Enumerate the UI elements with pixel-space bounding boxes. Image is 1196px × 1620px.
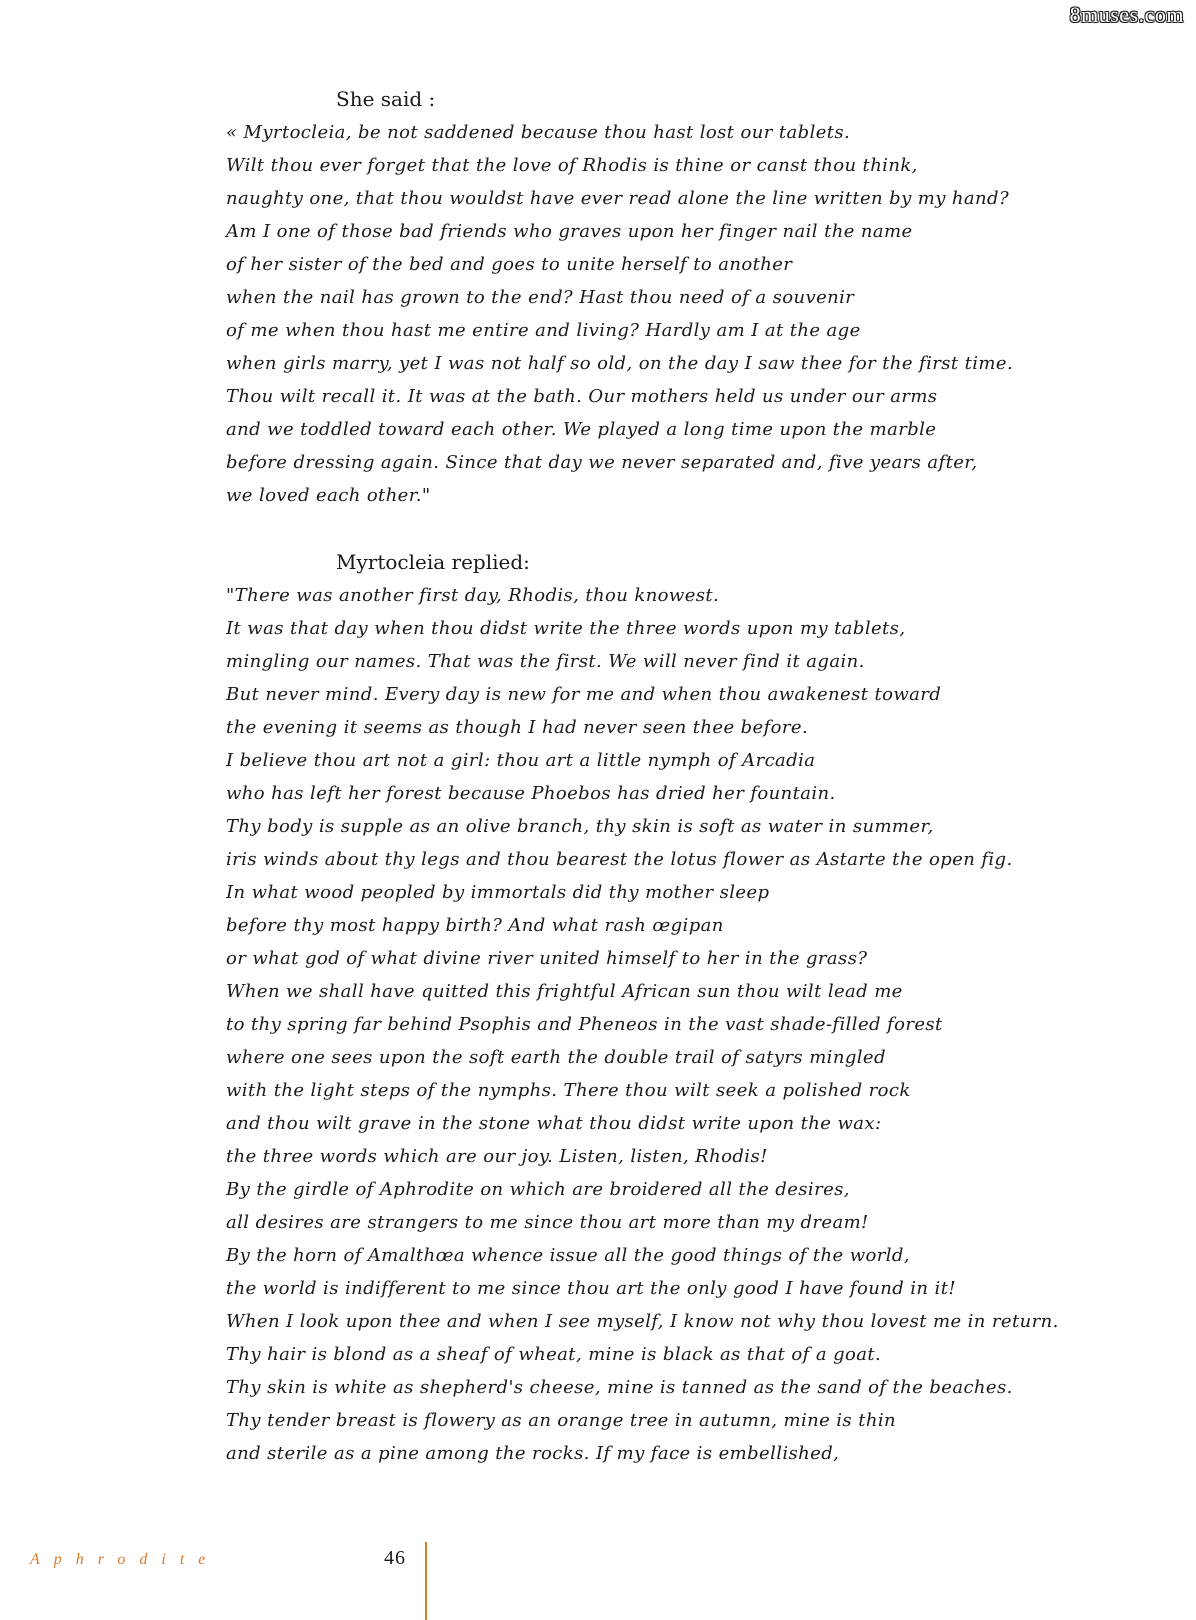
text-line: where one sees upon the soft earth the double trail of satyrs mingled	[226, 1047, 886, 1068]
text-line: and we toddled toward each other. We played a long time upon the marble	[226, 419, 937, 440]
text-line: the three words which are our joy. Listen, listen, Rhodis!	[226, 1146, 768, 1167]
text-line: who has left her forest because Phoebos has dried her fountain.	[226, 783, 836, 804]
text-line: iris winds about thy legs and thou bearest the lotus flower as Astarte the open fig.	[226, 849, 1013, 870]
text-line: When I look upon thee and when I see myself, I know not why thou lovest me in return.	[226, 1311, 1059, 1332]
text-line: By the girdle of Aphrodite on which are broidered all the desires,	[226, 1179, 850, 1200]
text-line: and sterile as a pine among the rocks. If my face is embellished,	[226, 1443, 840, 1464]
watermark: 8muses.com	[1069, 2, 1184, 27]
text-line: Thy skin is white as shepherd's cheese, mine is tanned as the sand of the beaches.	[226, 1377, 1013, 1398]
speaker-heading: She said :	[336, 87, 436, 111]
text-line: Thy body is supple as an olive branch, thy skin is soft as water in summer,	[226, 816, 934, 837]
text-line: When we shall have quitted this frightful African sun thou wilt lead me	[226, 981, 903, 1002]
text-line: of her sister of the bed and goes to unite herself to another	[226, 254, 793, 275]
text-line: naughty one, that thou wouldst have ever read alone the line written by my hand?	[226, 188, 1010, 209]
text-line: before thy most happy birth? And what rash œgipan	[226, 915, 724, 936]
text-line: the evening it seems as though I had never seen thee before.	[226, 717, 809, 738]
footer-divider	[425, 1542, 427, 1620]
text-line: the world is indifferent to me since thou art the only good I have found in it!	[226, 1278, 956, 1299]
text-line: before dressing again. Since that day we never separated and, five years after,	[226, 452, 978, 473]
text-line: By the horn of Amalthœa whence issue all the good things of the world,	[226, 1245, 910, 1266]
text-line: and thou wilt grave in the stone what thou didst write upon the wax:	[226, 1113, 882, 1134]
text-line: Thy hair is blond as a sheaf of wheat, mine is black as that of a goat.	[226, 1344, 882, 1365]
page-number: 46	[384, 1547, 406, 1569]
text-line: It was that day when thou didst write the three words upon my tablets,	[226, 618, 906, 639]
text-line: to thy spring far behind Psophis and Pheneos in the vast shade-filled forest	[226, 1014, 943, 1035]
text-line: of me when thou hast me entire and living? Hardly am I at the age	[226, 320, 861, 341]
text-line: I believe thou art not a girl: thou art a little nymph of Arcadia	[226, 750, 816, 771]
text-line: or what god of what divine river united himself to her in the grass?	[226, 948, 868, 969]
text-line: In what wood peopled by immortals did thy mother sleep	[226, 882, 770, 903]
text-line: Thy tender breast is flowery as an orange tree in autumn, mine is thin	[226, 1410, 896, 1431]
text-line: with the light steps of the nymphs. There thou wilt seek a polished rock	[226, 1080, 911, 1101]
text-line: Am I one of those bad friends who graves upon her finger nail the name	[226, 221, 913, 242]
text-line: « Myrtocleia, be not saddened because thou hast lost our tablets.	[226, 122, 851, 143]
text-line: when girls marry, yet I was not half so old, on the day I saw thee for the first time.	[226, 353, 1014, 374]
text-line: "There was another first day, Rhodis, thou knowest.	[226, 585, 720, 606]
text-line: Wilt thou ever forget that the love of Rhodis is thine or canst thou think,	[226, 155, 918, 176]
footer-book-title: Aphrodite	[30, 1551, 220, 1568]
text-line: But never mind. Every day is new for me and when thou awakenest toward	[226, 684, 942, 705]
text-line: all desires are strangers to me since thou art more than my dream!	[226, 1212, 869, 1233]
text-line: Thou wilt recall it. It was at the bath. Our mothers held us under our arms	[226, 386, 938, 407]
text-line: mingling our names. That was the first. We will never find it again.	[226, 651, 865, 672]
speaker-heading: Myrtocleia replied:	[336, 550, 530, 574]
text-line: we loved each other."	[226, 485, 431, 506]
text-line: when the nail has grown to the end? Hast thou need of a souvenir	[226, 287, 855, 308]
